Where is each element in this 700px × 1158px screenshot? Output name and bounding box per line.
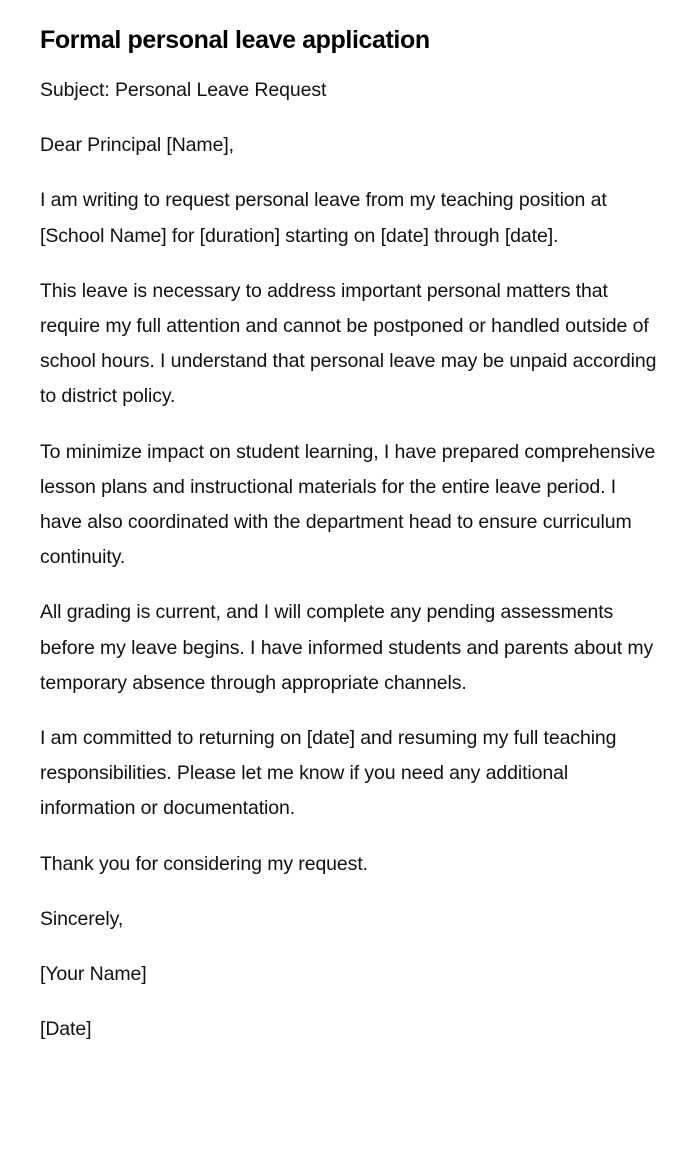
- signature-name: [Your Name]: [40, 963, 147, 986]
- body-paragraph-preparation: To minimize impact on student learning, I have prepared comprehensive lesson plans and instructional materials for the entire leave period. I have also coordinated with the department head to ensure curriculum continuity.: [40, 440, 656, 569]
- document-title: Formal personal leave application: [40, 26, 430, 54]
- subject-line: Subject: Personal Leave Request: [40, 79, 327, 101]
- body-paragraph-grading: All grading is current, and I will complete any pending assessments before my leave begins. I have informed students and parents about my temporary absence through appropriate channels.: [40, 601, 654, 694]
- closing: Sincerely,: [40, 907, 124, 930]
- body-paragraph-reason: This leave is necessary to address important personal matters that require my full attention and cannot be postponed or handled outside of school hours. I understand that personal leave may be unpaid according to district policy.: [40, 279, 657, 408]
- thanks-line: Thank you for considering my request.: [40, 852, 368, 875]
- body-paragraph-request: I am writing to request personal leave from my teaching position at [School Name] for [duration] starting on [date] through [date].: [40, 189, 607, 247]
- salutation: Dear Principal [Name],: [40, 134, 234, 157]
- signature-date: [Date]: [40, 1018, 92, 1041]
- body-paragraph-return: I am committed to returning on [date] and resuming my full teaching responsibilities. Please let me know if you need any additional information or documentation.: [40, 727, 617, 820]
